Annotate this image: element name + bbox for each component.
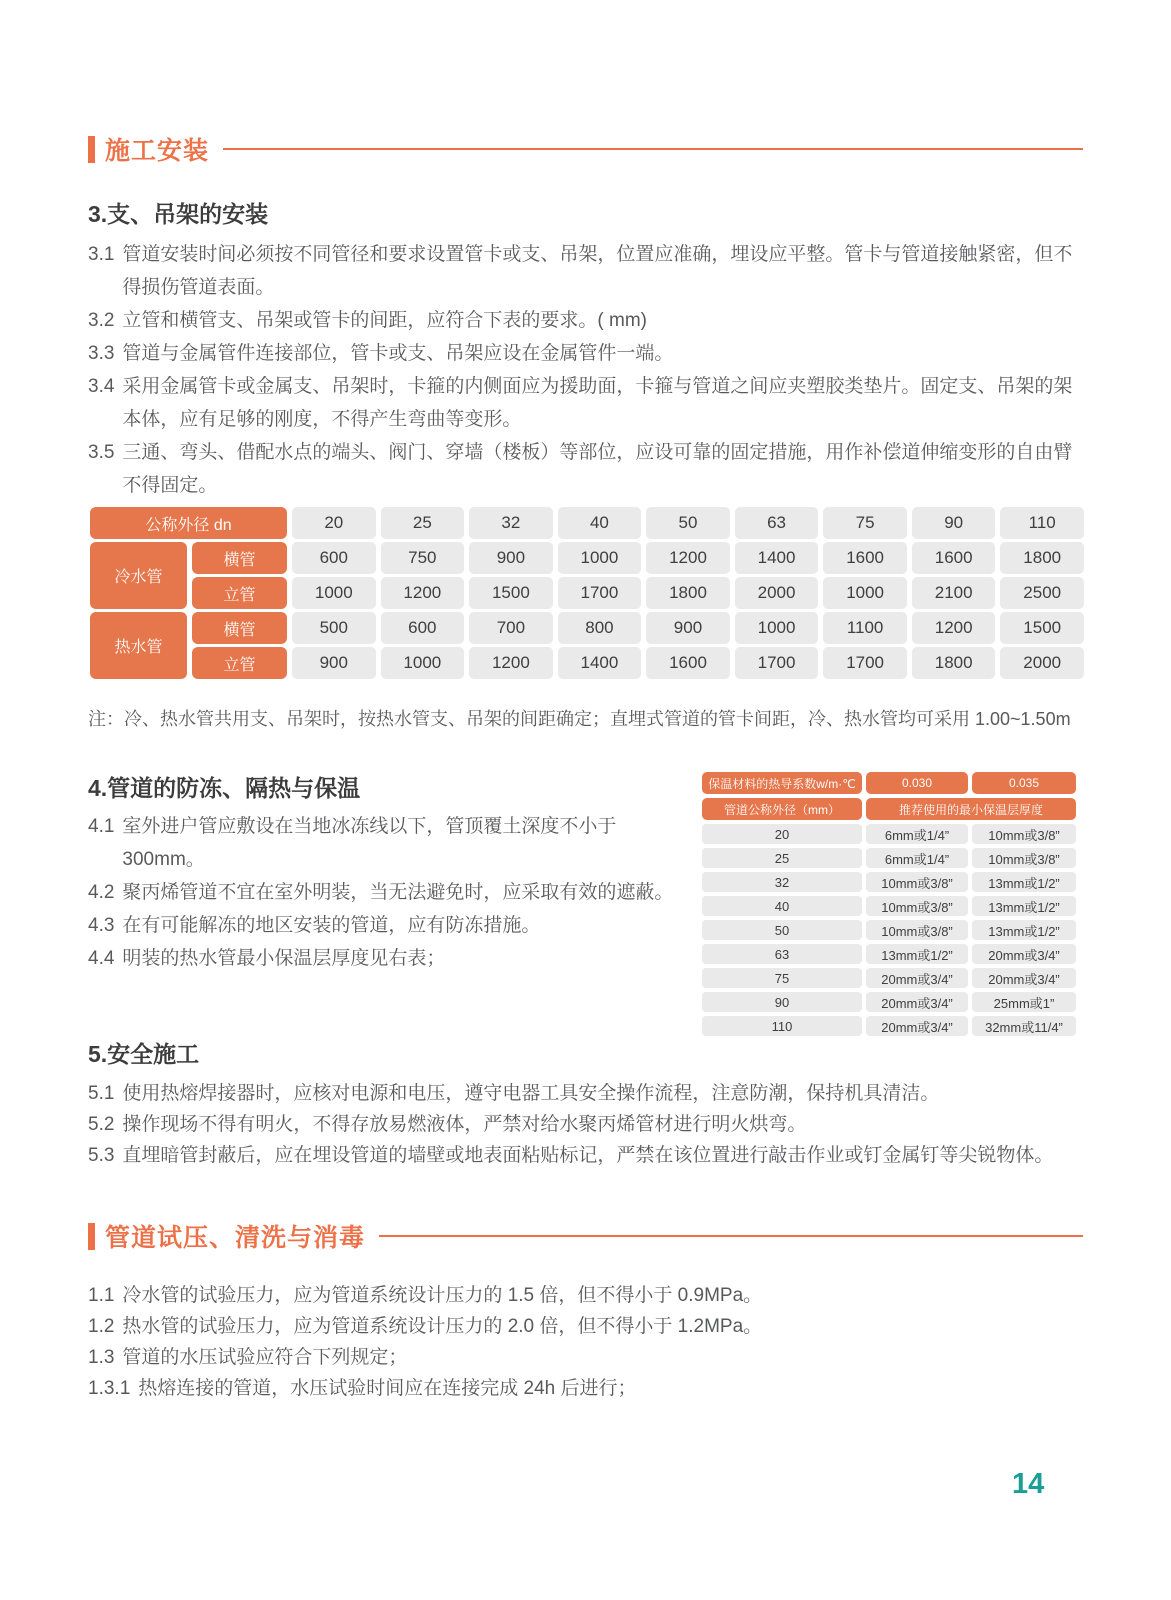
spacing-table-header: 公称外径 dn — [90, 507, 287, 539]
spacing-value-cell: 800 — [558, 612, 642, 644]
conductivity-value-header: 0.035 — [972, 772, 1076, 794]
insulation-value-cell: 13mm或1/2” — [972, 872, 1076, 892]
spacing-value-cell: 1000 — [823, 577, 907, 609]
insulation-dn-cell: 75 — [702, 968, 862, 988]
insulation-value-cell: 20mm或3/4” — [866, 992, 968, 1012]
diameter-header-cell: 63 — [735, 507, 819, 539]
spacing-value-cell: 1100 — [823, 612, 907, 644]
insulation-value-cell: 20mm或3/4” — [972, 944, 1076, 964]
clause-item — [88, 436, 1088, 502]
spacing-value-cell: 700 — [469, 612, 553, 644]
diameter-header-cell: 20 — [292, 507, 376, 539]
insulation-dn-cell: 63 — [702, 944, 862, 964]
insulation-value-cell: 13mm或1/2” — [972, 920, 1076, 940]
spacing-value-cell: 1000 — [381, 647, 465, 679]
spacing-value-cell: 1800 — [646, 577, 730, 609]
clause-number: 1.2 — [88, 1316, 115, 1337]
insulation-dn-cell: 20 — [702, 824, 862, 844]
clause-number: 4.4 — [88, 948, 115, 969]
clause-number: 1.1 — [88, 1285, 115, 1306]
clause-text: 明装的热水管最小保温层厚度见右表； — [122, 948, 446, 969]
clause-list-3 — [88, 238, 1088, 502]
spacing-value-cell: 900 — [646, 612, 730, 644]
pipe-group-label: 热水管 — [90, 612, 187, 679]
conductivity-header: 保温材料的热导系数w/m·℃ — [702, 772, 862, 794]
subheading-4: 4.管道的防冻、隔热与保温 — [88, 775, 361, 801]
spacing-value-cell: 2000 — [1000, 647, 1084, 679]
insulation-dn-cell: 40 — [702, 896, 862, 916]
clause-list-5 — [88, 1078, 1088, 1171]
clause-number: 1.3.1 — [88, 1378, 131, 1399]
spacing-value-cell: 1000 — [292, 577, 376, 609]
spacing-value-cell: 1700 — [823, 647, 907, 679]
section-header-pressure-test — [88, 1218, 1083, 1254]
spacing-value-cell: 1600 — [823, 542, 907, 574]
clause-text: 三通、弯头、借配水点的端头、阀门、穿墙（楼板）等部位，应设可靠的固定措施，用作补偿道伸缩变形的自由臂不得固定。 — [122, 442, 1073, 496]
spacing-value-cell: 1200 — [381, 577, 465, 609]
section-title-pressure-test: 管道试压、清洗与消毒 — [105, 1224, 366, 1252]
clause-number: 4.3 — [88, 915, 115, 936]
spacing-value-cell: 1200 — [646, 542, 730, 574]
clause-number: 5.2 — [88, 1114, 115, 1135]
insulation-value-cell: 10mm或3/8” — [972, 848, 1076, 868]
clause-item — [88, 1140, 1088, 1171]
insulation-value-cell: 10mm或3/8” — [866, 920, 968, 940]
clause-text: 室外进户管应敷设在当地冰冻线以下，管顶覆土深度不小于 300mm。 — [122, 816, 617, 870]
clause-text: 冷水管的试验压力，应为管道系统设计压力的 1.5 倍，但不得小于 0.9MPa。 — [122, 1285, 763, 1306]
orientation-label: 立管 — [192, 577, 287, 609]
spacing-value-cell: 1500 — [1000, 612, 1084, 644]
diameter-header-cell: 40 — [558, 507, 642, 539]
clause-item — [88, 1078, 1088, 1109]
spacing-value-cell: 600 — [292, 542, 376, 574]
diameter-header-cell: 50 — [646, 507, 730, 539]
spacing-value-cell: 900 — [292, 647, 376, 679]
clause-item — [88, 909, 698, 942]
spacing-value-cell: 1700 — [558, 577, 642, 609]
spacing-value-cell: 1600 — [912, 542, 996, 574]
clause-text: 管道的水压试验应符合下列规定； — [122, 1347, 408, 1368]
clause-item — [88, 370, 1088, 436]
spacing-value-cell: 1400 — [735, 542, 819, 574]
header-rule — [379, 1235, 1083, 1237]
spacing-value-cell: 750 — [381, 542, 465, 574]
clause-item — [88, 876, 698, 909]
insulation-dn-cell: 50 — [702, 920, 862, 940]
clause-number: 4.1 — [88, 816, 115, 837]
header-rule — [223, 148, 1083, 150]
spacing-value-cell: 1600 — [646, 647, 730, 679]
spacing-value-cell: 500 — [292, 612, 376, 644]
spacing-value-cell: 1400 — [558, 647, 642, 679]
orientation-label: 立管 — [192, 647, 287, 679]
diameter-header-cell: 110 — [1000, 507, 1084, 539]
insulation-dn-cell: 32 — [702, 872, 862, 892]
subheading-5: 5.安全施工 — [88, 1041, 200, 1067]
insulation-dn-cell: 25 — [702, 848, 862, 868]
spacing-value-cell: 1500 — [469, 577, 553, 609]
clause-text: 立管和横管支、吊架或管卡的间距，应符合下表的要求。( mm) — [122, 310, 648, 331]
insulation-value-cell: 20mm或3/4” — [866, 1016, 968, 1036]
clause-text: 聚丙烯管道不宜在室外明装，当无法避免时，应采取有效的遮蔽。 — [122, 882, 674, 903]
spacing-table — [90, 507, 1084, 679]
insulation-value-cell: 10mm或3/8” — [972, 824, 1076, 844]
spacing-value-cell: 600 — [381, 612, 465, 644]
diameter-header-cell: 25 — [381, 507, 465, 539]
clause-item — [88, 810, 698, 876]
page-number: 14 — [1012, 1468, 1045, 1500]
clause-number: 5.3 — [88, 1145, 115, 1166]
spacing-value-cell: 1200 — [912, 612, 996, 644]
diameter-header-cell: 75 — [823, 507, 907, 539]
clause-number: 5.1 — [88, 1083, 115, 1104]
clause-number: 3.4 — [88, 376, 115, 397]
clause-number: 3.3 — [88, 343, 115, 364]
clause-text: 热水管的试验压力，应为管道系统设计压力的 2.0 倍，但不得小于 1.2MPa。 — [122, 1316, 763, 1337]
insulation-dn-cell: 110 — [702, 1016, 862, 1036]
spacing-value-cell: 1200 — [469, 647, 553, 679]
spacing-value-cell: 1000 — [735, 612, 819, 644]
insulation-value-cell: 25mm或1” — [972, 992, 1076, 1012]
spacing-value-cell: 900 — [469, 542, 553, 574]
clause-number: 3.2 — [88, 310, 115, 331]
clause-item — [88, 1373, 1088, 1404]
pipe-group-label: 冷水管 — [90, 542, 187, 609]
insulation-value-cell: 10mm或3/8” — [866, 872, 968, 892]
clause-number: 3.1 — [88, 244, 115, 265]
insulation-table — [702, 772, 1076, 1036]
clause-text: 直埋暗管封蔽后，应在埋设管道的墙壁或地表面粘贴标记，严禁在该位置进行敲击作业或钉金属钉等尖锐物体。 — [122, 1145, 1054, 1166]
clause-number: 4.2 — [88, 882, 115, 903]
clause-text: 操作现场不得有明火，不得存放易燃液体，严禁对给水聚丙烯管材进行明火烘弯。 — [122, 1114, 807, 1135]
insulation-value-cell: 10mm或3/8” — [866, 896, 968, 916]
clause-list-pressure — [88, 1280, 1088, 1404]
insulation-value-cell: 20mm或3/4” — [972, 968, 1076, 988]
insulation-value-cell: 13mm或1/2” — [972, 896, 1076, 916]
clause-item — [88, 1342, 1088, 1373]
clause-text: 使用热熔焊接器时，应核对电源和电压，遵守电器工具安全操作流程，注意防潮，保持机具清洁。 — [122, 1083, 940, 1104]
subheading-3: 3.支、吊架的安装 — [88, 201, 269, 227]
clause-item — [88, 1311, 1088, 1342]
spacing-value-cell: 1000 — [558, 542, 642, 574]
section-header-construction — [88, 131, 1083, 167]
section-title-construction: 施工安装 — [105, 137, 210, 165]
spacing-value-cell: 1700 — [735, 647, 819, 679]
insulation-value-cell: 6mm或1/4” — [866, 848, 968, 868]
table-note: 注：冷、热水管共用支、吊架时，按热水管支、吊架的间距确定；直埋式管道的管卡间距，冷、热水管均可采用 1.00~1.50m — [88, 709, 1071, 729]
spacing-value-cell: 1800 — [912, 647, 996, 679]
clause-text: 管道安装时间必须按不同管径和要求设置管卡或支、吊架，位置应准确，埋设应平整。管卡与管道接触紧密，但不得损伤管道表面。 — [122, 244, 1073, 298]
orientation-label: 横管 — [192, 612, 287, 644]
clause-list-4 — [88, 810, 698, 975]
spacing-value-cell: 2500 — [1000, 577, 1084, 609]
insulation-value-cell: 32mm或11/4” — [972, 1016, 1076, 1036]
clause-text: 采用金属管卡或金属支、吊架时，卡箍的内侧面应为援助面，卡箍与管道之间应夹塑胶类垫片。固定支、吊架的架本体，应有足够的刚度，不得产生弯曲等变形。 — [122, 376, 1073, 430]
clause-item — [88, 304, 1088, 337]
clause-number: 1.3 — [88, 1347, 115, 1368]
spacing-value-cell: 2100 — [912, 577, 996, 609]
clause-text: 在有可能解冻的地区安装的管道，应有防冻措施。 — [122, 915, 541, 936]
diameter-header: 管道公称外径（mm） — [702, 798, 862, 820]
diameter-header-cell: 90 — [912, 507, 996, 539]
clause-item — [88, 337, 1088, 370]
thickness-header: 推荐使用的最小保温层厚度 — [866, 798, 1076, 820]
insulation-dn-cell: 90 — [702, 992, 862, 1012]
clause-item — [88, 238, 1088, 304]
clause-text: 管道与金属管件连接部位，管卡或支、吊架应设在金属管件一端。 — [122, 343, 674, 364]
insulation-value-cell: 20mm或3/4” — [866, 968, 968, 988]
spacing-value-cell: 1800 — [1000, 542, 1084, 574]
insulation-value-cell: 13mm或1/2” — [866, 944, 968, 964]
header-bar-icon — [88, 1223, 95, 1250]
clause-item — [88, 942, 698, 975]
clause-item — [88, 1109, 1088, 1140]
clause-number: 3.5 — [88, 442, 115, 463]
clause-item — [88, 1280, 1088, 1311]
diameter-header-cell: 32 — [469, 507, 553, 539]
conductivity-value-header: 0.030 — [866, 772, 968, 794]
orientation-label: 横管 — [192, 542, 287, 574]
spacing-value-cell: 2000 — [735, 577, 819, 609]
clause-text: 热熔连接的管道，水压试验时间应在连接完成 24h 后进行； — [138, 1378, 637, 1399]
insulation-value-cell: 6mm或1/4” — [866, 824, 968, 844]
header-bar-icon — [88, 136, 95, 163]
